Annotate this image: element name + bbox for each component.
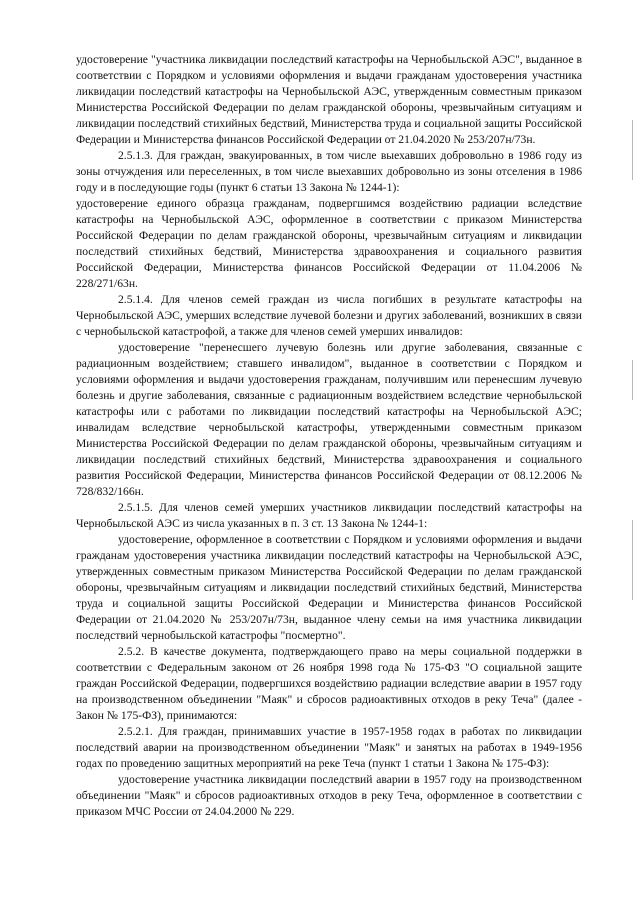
document-page (76, 52, 582, 820)
scan-edge-mark (632, 360, 633, 400)
paragraph-2-5-1-4: 2.5.1.4. Для членов семей граждан из числа погибших в результате катастрофы на Чернобыльской АЭС, умерших вследствие лучевой болезни и других заболеваний, возникших в связи с чернобыльской катастрофой, а также для членов семей умерших инвалидов: (76, 293, 582, 338)
paragraph-certificate-chernobyl-liquidator: удостоверение "участника ликвидации последствий катастрофы на Чернобыльской АЭС", выданное в соответствии с Порядком и условиями оформления и выдачи гражданам удостоверения участника ликвидации последствий катастрофы на Чернобыльской АЭС, утвержденным совместным приказом Министерства Российской Федерации по делам гражданской обороны, чрезвычайным ситуациям и ликвидации последствий стихийных бедствий, Министерства труда и социальной защиты Российской Федерации и Министерства финансов Российской Федерации от 21.04.2020 № 253/207н/73н. (76, 53, 582, 146)
scan-edge-mark (632, 120, 633, 180)
paragraph-mayak-certificate: удостоверение участника ликвидации последствий аварии в 1957 году на производственном объединении "Маяк" и сбросов радиоактивных отходов в реку Теча, оформленное в соответствии с приказом МЧС России от 24.04.2000 № 229. (76, 773, 582, 818)
paragraph-2-5-2-1: 2.5.2.1. Для граждан, принимавших участие в 1957-1958 годах в работах по ликвидации последствий аварии на производственном объединении "Маяк" и занятых на работах в 1949-1956 годах по проведению защитных мероприятий на реке Теча (пункт 1 статьи 1 Закона № 175-ФЗ): (76, 725, 582, 770)
paragraph-radiation-sickness-certificate: удостоверение "перенесшего лучевую болезнь или другие заболевания, связанные с радиационным воздействием; ставшего инвалидом", выданное в соответствии с Порядком и условиями оформления и выдачи удостоверения гражданам, получившим или перенесшим лучевую болезнь и другие заболевания, связанные с радиационным воздействием вследствие чернобыльской катастрофы или с работами по ликвидации последствий катастрофы на Чернобыльской АЭС; инвалидам вследствие чернобыльской катастрофы, утвержденными совместным приказом Министерства Российской Федерации по делам гражданской обороны, чрезвычайным ситуациям и ликвидации последствий стихийных бедствий, Министерства здравоохранения и социального развития Российской Федерации, Министерства финансов Российской Федерации от 08.12.2006 № 728/832/166н. (76, 341, 582, 498)
paragraph-2-5-2: 2.5.2. В качестве документа, подтверждающего право на меры социальной поддержки в соответствии с Федеральным законом от 26 ноября 1998 года № 175-ФЗ "О социальной защите граждан Российской Федерации, подвергшихся воздействию радиации вследствие аварии в 1957 году на производственном объединении "Маяк" и сбросов радиоактивных отходов в реку Теча" (далее - Закон № 175-ФЗ), принимаются: (76, 645, 582, 722)
paragraph-2-5-1-5: 2.5.1.5. Для членов семей умерших участников ликвидации последствий катастрофы на Чернобыльской АЭС из числа указанных в п. 3 ст. 13 Закона № 1244-1: (76, 501, 582, 530)
scan-edge-mark (632, 520, 633, 600)
paragraph-unified-certificate: удостоверение единого образца гражданам, подвергшимся воздействию радиации вследствие катастрофы на Чернобыльской АЭС, оформленное в соответствии с приказом Министерства Российской Федерации по делам гражданской обороны, чрезвычайным ситуациям и ликвидации последствий стихийных бедствий, Министерства здравоохранения и социального развития Российской Федерации, Министерства финансов Российской Федерации от 11.04.2006 № 228/271/63н. (76, 197, 582, 290)
paragraph-2-5-1-3: 2.5.1.3. Для граждан, эвакуированных, в том числе выехавших добровольно в 1986 году из зоны отчуждения или переселенных, в том числе выехавших добровольно из зоны отселения в 1986 году и в последующие годы (пункт 6 статьи 13 Закона № 1244-1): (76, 149, 582, 194)
paragraph-posthumous-certificate: удостоверение, оформленное в соответствии с Порядком и условиями оформления и выдачи гражданам удостоверения участника ликвидации последствий катастрофы на Чернобыльской АЭС, утвержденных совместным приказом Министерства Российской Федерации по делам гражданской обороны, чрезвычайным ситуациям и ликвидации последствий стихийных бедствий, Министерства труда и социальной защиты Российской Федерации и Министерства финансов Российской Федерации от 21.04.2020 № 253/207н/73н, выданное члену семьи на имя участника ликвидации последствий чернобыльской катастрофы "посмертно". (76, 533, 582, 642)
